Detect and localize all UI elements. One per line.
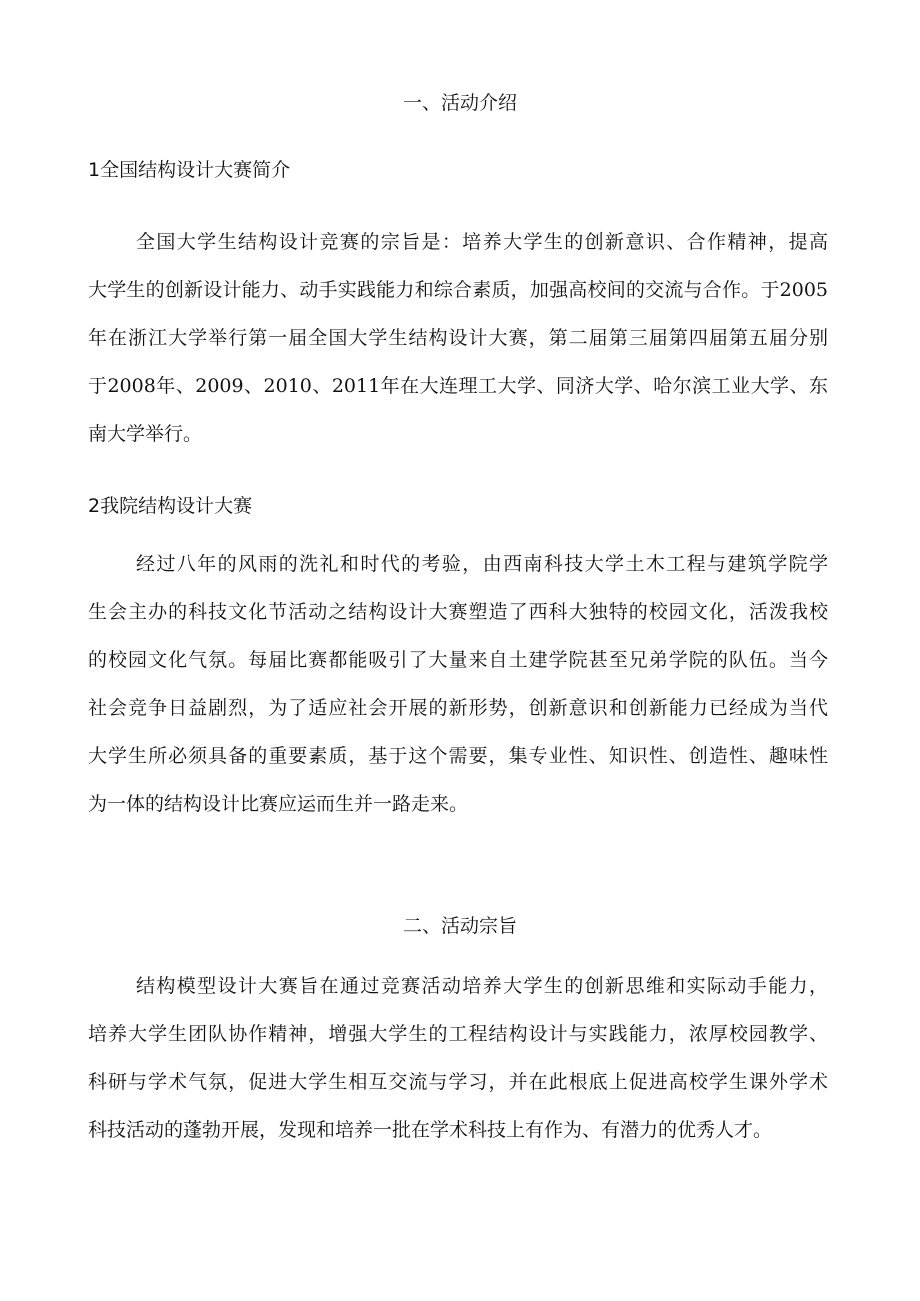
paragraph-line: 经过八年的风雨的洗礼和时代的考验，由西南科技大学土木工程与建筑学院学 [136, 553, 828, 575]
paragraph-line: 年在浙江大学举行第一届全国大学生结构设计大赛，第二届第三届第四届第五届分别 [88, 327, 828, 349]
paragraph-line: 结构模型设计大赛旨在通过竞赛活动培养大学生的创新思维和实际动手能力， [136, 975, 828, 997]
paragraph-line: 社会竞争日益剧烈，为了适应社会开展的新形势，创新意识和创新能力已经成为当代 [88, 697, 828, 719]
paragraph-line: 培养大学生团队协作精神，增强大学生的工程结构设计与实践能力，浓厚校园教学、 [88, 1023, 828, 1045]
paragraph-line: 南大学举行。 [88, 423, 203, 445]
paragraph-line: 大学生所必须具备的重要素质，基于这个需要，集专业性、知识性、创造性、趣味性 [88, 745, 828, 767]
paragraph-line: 大学生的创新设计能力、动手实践能力和综合素质，加强高校间的交流与合作。于2005 [88, 279, 828, 301]
section-2-heading: 二、活动宗旨 [402, 915, 517, 937]
paragraph-line: 全国大学生结构设计竞赛的宗旨是：培养大学生的创新意识、合作精神，提高 [136, 231, 828, 253]
paragraph-line: 为一体的结构设计比赛应运而生并一路走来。 [88, 793, 469, 815]
section-1-heading: 一、活动介绍 [402, 92, 517, 114]
section-2-paragraph [88, 962, 828, 1154]
paragraph-line: 于2008年、2009、2010、2011年在大连理工大学、同济大学、哈尔滨工业大学、东 [88, 375, 828, 397]
subsection-1-paragraph [88, 218, 828, 458]
paragraph-line: 生会主办的科技文化节活动之结构设计大赛塑造了西科大独特的校园文化，活泼我校 [88, 601, 828, 623]
paragraph-line: 科技活动的蓬勃开展，发现和培养一批在学术科技上有作为、有潜力的优秀人才。 [88, 1119, 773, 1141]
subsection-2-title: 2我院结构设计大赛 [88, 495, 253, 517]
paragraph-line: 科研与学术气氛，促进大学生相互交流与学习，并在此根底上促进高校学生课外学术 [88, 1071, 828, 1093]
subsection-2-paragraph [88, 540, 828, 828]
subsection-1-title: 1全国结构设计大赛简介 [88, 159, 291, 181]
paragraph-line: 的校园文化气氛。每届比赛都能吸引了大量来自土建学院甚至兄弟学院的队伍。当今 [88, 649, 828, 671]
